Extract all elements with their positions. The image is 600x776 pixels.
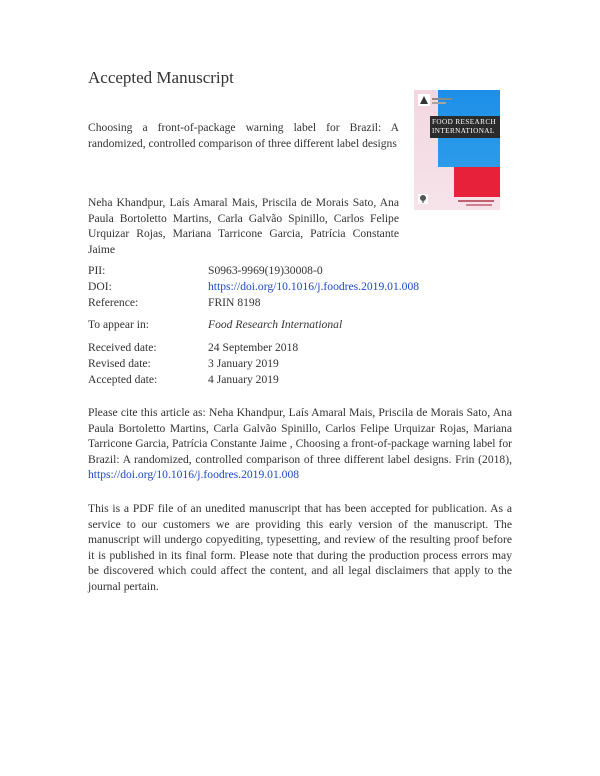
author-list: Neha Khandpur, Laís Amaral Mais, Priscila de Morais Sato, Ana Paula Bortoletto Martins, Carla Galvão Spinillo, Carlos Felipe Urquizar Rojas, Mariana Tarricone Garcia, Patrícia Constante Jaime [88, 196, 399, 256]
reference-label: Reference: [88, 296, 139, 309]
cover-text-line [458, 200, 494, 202]
accepted-manuscript-header: Accepted Manuscript [88, 68, 234, 87]
cover-journal-line-2: INTERNATIONAL [432, 126, 495, 135]
cover-journal-line-1: FOOD RESEARCH [432, 118, 497, 126]
citation-text: Please cite this article as: Neha Khandpur, Laís Amaral Mais, Priscila de Morais Sato, Ana Paula Bortoletto Martins, Carla Galvão Spinillo, Carlos Felipe Urquizar Rojas, Mariana Tarricone Garcia, Patrícia Constante Jaime , Choosing a front-of-package warning label for Brazil: A randomized, controlled comparison of three different label designs. Frin (2018), [88, 406, 512, 466]
cover-journal-name [432, 118, 500, 135]
cover-text-line [432, 98, 452, 100]
pii-label: PII: [88, 264, 106, 277]
received-date-value: 24 September 2018 [208, 341, 299, 354]
doi-link[interactable]: https://doi.org/10.1016/j.foodres.2019.01.008 [208, 280, 420, 293]
cover-red-block [454, 167, 500, 197]
elsevier-tree-icon [418, 194, 428, 204]
citation-doi-link[interactable]: https://doi.org/10.1016/j.foodres.2019.01.008 [88, 468, 300, 481]
article-title: Choosing a front-of-package warning label for Brazil: A randomized, controlled comparison of three different label designs [88, 121, 399, 150]
cover-text-line [432, 102, 446, 104]
pii-value: S0963-9969(19)30008-0 [208, 264, 323, 277]
cover-text-line [466, 204, 492, 206]
accepted-date-label: Accepted date: [88, 373, 158, 386]
publisher-logo-icon [418, 94, 430, 106]
doi-label: DOI: [88, 280, 112, 293]
revised-date-label: Revised date: [88, 357, 151, 370]
revised-date-value: 3 January 2019 [208, 357, 279, 370]
journal-cover [414, 90, 500, 210]
appear-in-label: To appear in: [88, 318, 149, 331]
reference-value: FRIN 8198 [208, 296, 261, 309]
disclaimer-paragraph: This is a PDF file of an unedited manuscript that has been accepted for publication. As a service to our customers we are providing this early version of the manuscript. The manuscript will undergo copyediting, typesetting, and review of the resulting proof before it is published in its final form. Please note that during the production process errors may be discovered which could affect the content, and all legal disclaimers that apply to the journal pertain. [88, 502, 512, 593]
journal-name: Food Research International [208, 318, 343, 331]
accepted-date-value: 4 January 2019 [208, 373, 279, 386]
received-date-label: Received date: [88, 341, 157, 354]
citation-paragraph [88, 405, 512, 483]
